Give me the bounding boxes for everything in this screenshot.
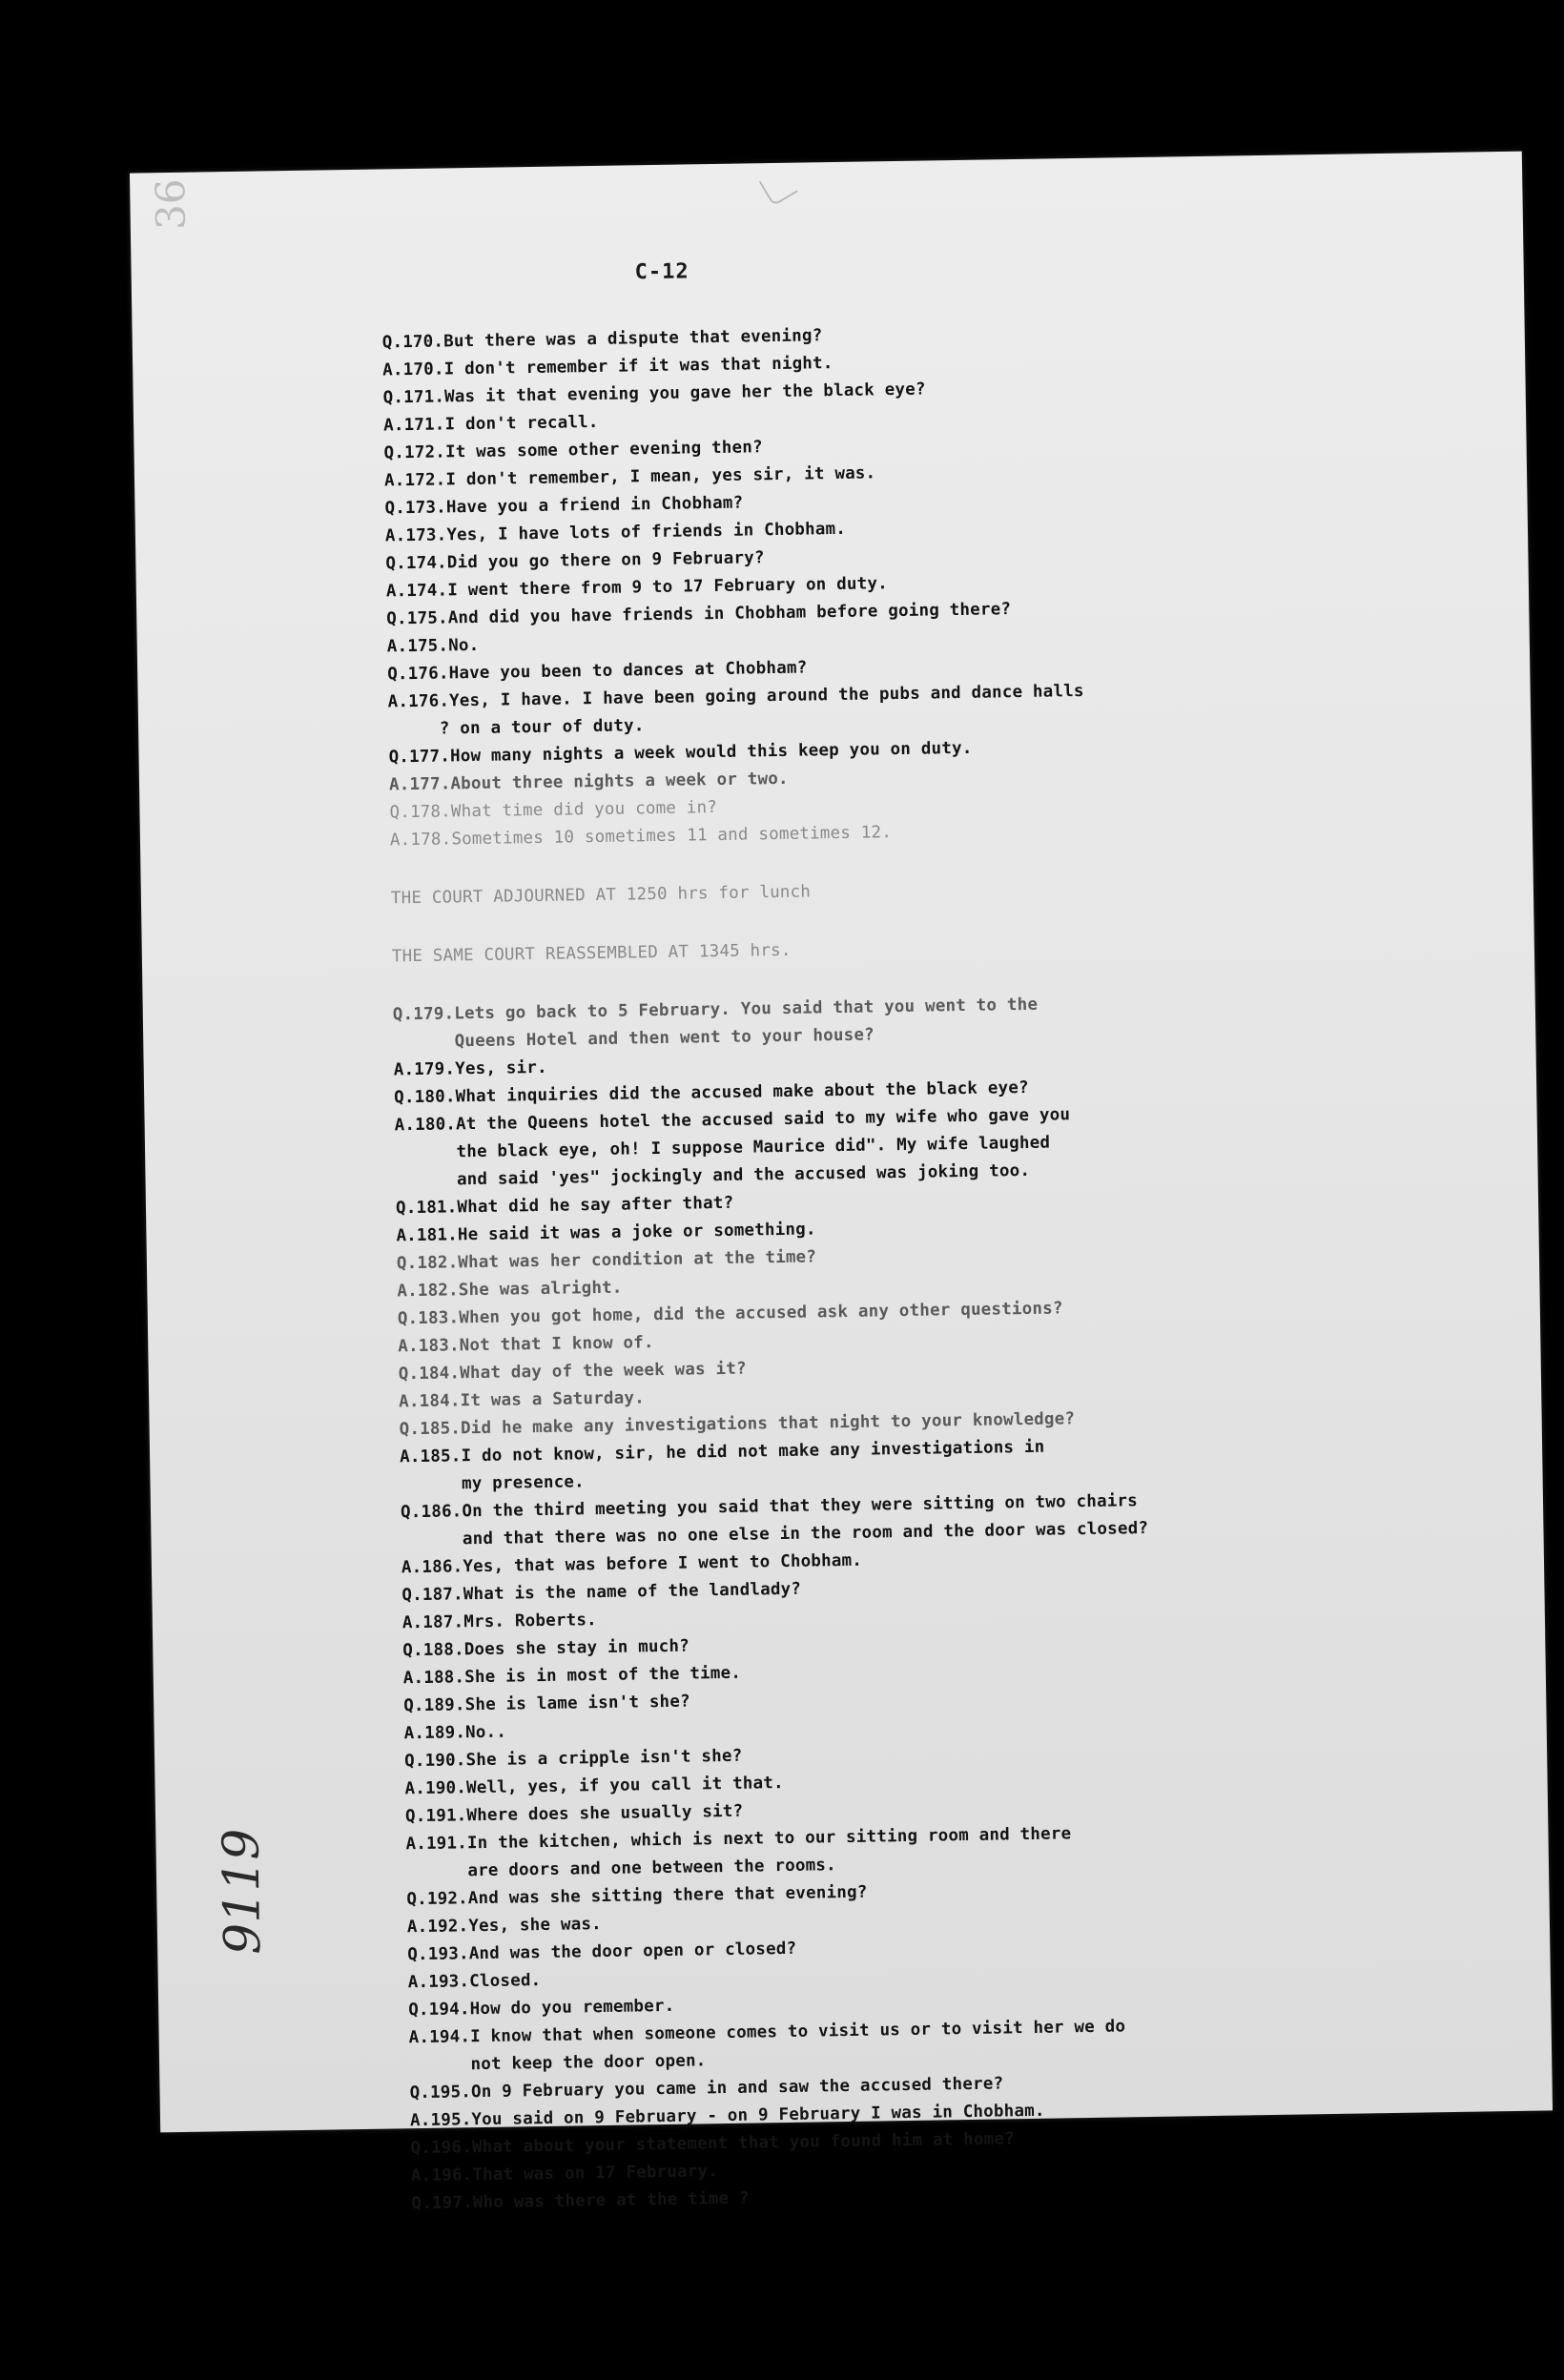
- transcript-line: A.185.I do not know, sir, he did not make any investigations in: [399, 1437, 1045, 1467]
- transcript-line: A.171.I don't recall.: [382, 412, 599, 436]
- transcript-line: A.189.No..: [403, 1722, 507, 1744]
- transcript-line: THE SAME COURT REASSEMBLED AT 1345 hrs.: [391, 940, 792, 967]
- transcript-line: Q.181.What did he say after that?: [395, 1193, 734, 1219]
- transcript-lines: [382, 313, 1461, 2218]
- transcript-line: my presence.: [400, 1472, 585, 1495]
- pencil-mark-icon: [759, 167, 798, 206]
- transcript-line: Q.176.Have you been to dances at Chobham?: [387, 658, 808, 685]
- transcript-line: A.182.She was alright.: [397, 1278, 623, 1302]
- transcript-line: A.187.Mrs. Roberts.: [401, 1611, 597, 1633]
- transcript-line: Q.173.Have you a friend in Chobham?: [384, 493, 744, 519]
- transcript-line: not keep the door open.: [409, 2051, 707, 2076]
- transcript-line: A.175.No.: [386, 635, 480, 657]
- transcript-line: A.183.Not that I know of.: [398, 1333, 654, 1357]
- transcript-line: Q.193.And was the door open or closed?: [407, 1939, 797, 1965]
- transcript-line: A.178.Sometimes 10 sometimes 11 and sometimes 12.: [389, 823, 893, 851]
- transcript-line: Q.178.What time did you come in?: [389, 797, 718, 823]
- transcript-line: A.192.Yes, she was.: [406, 1915, 602, 1938]
- transcript-line: Q.189.She is lame isn't she?: [403, 1692, 690, 1716]
- transcript-line: Q.171.Was it that evening you gave her the black eye?: [382, 380, 926, 408]
- transcript-line: Q.174.Did you go there on 9 February?: [385, 548, 765, 574]
- page-number: C-12: [634, 259, 689, 285]
- transcript-line: A.191.In the kitchen, which is next to our sitting room and there: [405, 1824, 1072, 1855]
- transcript-line: Q.184.What day of the week was it?: [398, 1359, 747, 1385]
- transcript-line: A.193.Closed.: [407, 1971, 542, 1993]
- transcript-line: Q.170.But there was a dispute that evening?: [381, 326, 823, 353]
- transcript-line: the black eye, oh! I suppose Maurice did". My wife laughed: [394, 1133, 1051, 1163]
- document-page: [130, 152, 1553, 2214]
- transcript-line: Q.192.And was she sitting there that evening?: [406, 1882, 868, 1910]
- margin-pencil-number: 36: [147, 178, 195, 231]
- transcript-line: A.176.Yes, I have. I have been going around the pubs and dance halls: [387, 681, 1084, 712]
- transcript-line: Q.182.What was her condition at the time?: [396, 1247, 817, 1274]
- transcript-line: are doors and one between the rooms.: [405, 1856, 836, 1882]
- transcript-line: A.195.You said on 9 February - on 9 February I was in Chobham.: [409, 2101, 1045, 2131]
- transcript-line: Q.185.Did he make any investigations that night to your knowledge?: [399, 1409, 1076, 1440]
- transcript-line: Q.175.And did you have friends in Chobham before going there?: [386, 600, 1012, 629]
- transcript-line: A.186.Yes, that was before I went to Chobham.: [401, 1550, 863, 1578]
- transcript-line: and said 'yes" jockingly and the accused was joking too.: [395, 1160, 1031, 1191]
- transcript-line: Q.172.It was some other evening then?: [383, 438, 763, 463]
- transcript-line: Queens Hotel and then went to your house?: [393, 1025, 875, 1053]
- transcript-line: A.184.It was a Saturday.: [399, 1388, 646, 1412]
- transcript-line: ? on a tour of duty.: [387, 716, 645, 740]
- transcript-line: Q.186.On the third meeting you said that they were sitting on two chairs: [400, 1491, 1139, 1523]
- transcript-line: Q.187.What is the name of the landlady?: [401, 1579, 802, 1606]
- transcript-line: Q.177.How many nights a week would this keep you on duty.: [388, 738, 973, 768]
- transcript-line: Q.194.How do you remember.: [408, 1996, 675, 2021]
- transcript-line: A.173.Yes, I have lots of friends in Chobham.: [384, 519, 847, 546]
- transcript-line: THE COURT ADJOURNED AT 1250 hrs for lunch: [390, 882, 812, 909]
- transcript-line: A.194.I know that when someone comes to visit us or to visit her we do: [408, 2017, 1126, 2048]
- transcript-line: A.170.I don't remember if it was that night.: [382, 354, 833, 380]
- transcript-line: Q.197.Who was there at the time ?: [411, 2188, 750, 2214]
- margin-handwritten-number: 9119: [213, 1828, 273, 1956]
- transcript-line: and that there was no one else in the room and the door was closed?: [401, 1518, 1149, 1550]
- transcript-line: Q.180.What inquiries did the accused make about the black eye?: [394, 1077, 1029, 1108]
- transcript-line: Q.190.She is a cripple isn't she?: [403, 1746, 743, 1772]
- transcript-line: A.190.Well, yes, if you call it that.: [404, 1774, 784, 1799]
- transcript-line: Q.188.Does she stay in much?: [402, 1636, 690, 1661]
- transcript-line: A.180.At the Queens hotel the accused said to my wife who gave you: [394, 1105, 1071, 1136]
- transcript-line: Q.196.What about your statement that you found him at home?: [410, 2129, 1016, 2159]
- transcript-line: A.174.I went there from 9 to 17 February on duty.: [385, 574, 889, 602]
- transcript-line: Q.179.Lets go back to 5 February. You said that you went to the: [392, 995, 1039, 1025]
- transcript-line: Q.191.Where does she usually sit?: [404, 1801, 744, 1827]
- transcript-line: A.196.That was on 17 February.: [410, 2162, 719, 2186]
- transcript-line: A.181.He said it was a joke or something.: [396, 1220, 816, 1246]
- transcript-line: Q.195.On 9 February you came in and saw the accused there?: [409, 2074, 1004, 2103]
- transcript-line: A.177.About three nights a week or two.: [388, 769, 789, 795]
- transcript-line: A.172.I don't remember, I mean, yes sir, it was.: [383, 463, 876, 491]
- transcript-line: A.179.Yes, sir.: [393, 1057, 547, 1080]
- transcript-line: A.188.She is in most of the time.: [402, 1663, 742, 1689]
- transcript-line: Q.183.When you got home, did the accused ask any other questions?: [397, 1299, 1063, 1329]
